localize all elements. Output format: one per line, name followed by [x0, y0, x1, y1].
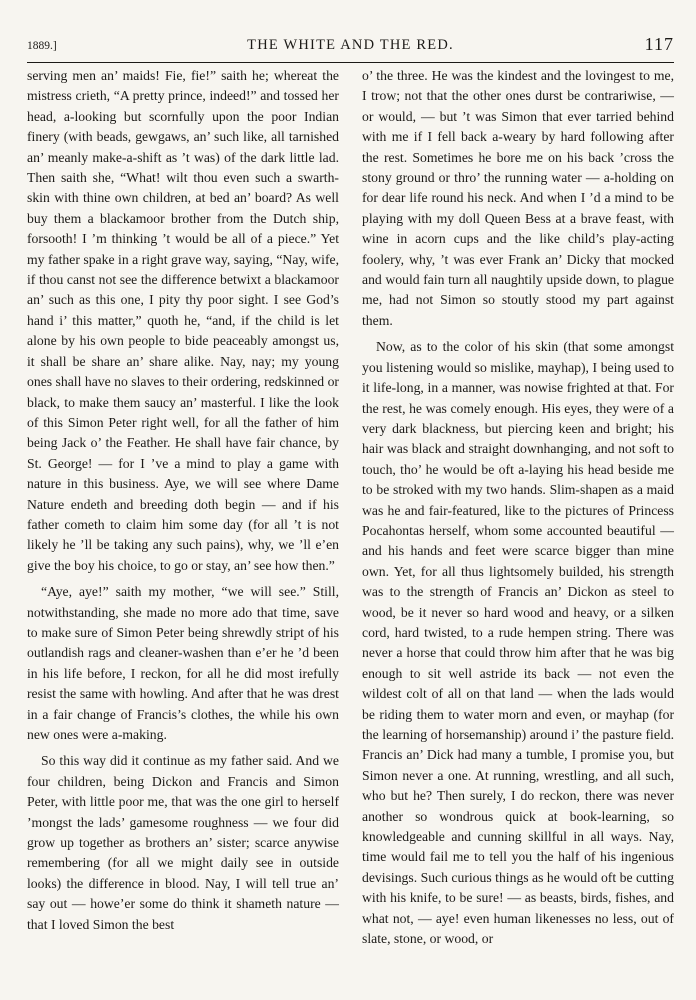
- text-columns: [27, 66, 674, 949]
- running-header: [27, 34, 674, 58]
- left-column: [27, 66, 339, 949]
- paragraph: “Aye, aye!” saith my mother, “we will see.” Still, notwithstanding, she made no more ado that time, save to make sure of Simon Peter being shrewdly stript of his outlandish rags and cleaner-washen than e’er he ’d been in his life before, I reckon, for all he did most irefully resist the same with howling. And after that he was drest in a fair change of Francis’s clothes, the while his own new ones were a-making.: [27, 584, 339, 742]
- paragraph: serving men an’ maids! Fie, fie!” saith he; whereat the mistress crieth, “A pretty prince, indeed!” and tossed her head, a-looking but scornfully upon the poor Indian finery (with beads, gewgaws, an’ such like, all tarnished an’ meanly make-a-shift as ’t was) of the dark little lad. Then saith she, “What! wilt thou even such a swarth-skin with thine own children, at bed an’ board? As well buy them a blackamoor brother from the Dutch ship, forsooth! I ’m thinking ’t would be all of a piece.” Yet my father spake in a right grave way, saying, “Nay, wife, if thou canst not see the difference betwixt a blackamoor an’ such as this one, I pity thy poor sight. I see God’s hand i’ this matter,” quoth he, “and, if the child is let alone by his own people to bide peaceably amongst us, it shall be share an’ share alike. Nay, nay; my young ones shall have no slaves to their ordering, redskinned or black, to make them saucy an’ masterful. I like the look of this Simon Peter right well, for all the father of him being Jack o’ the Feather. He shall have fair chance, by St. George! — for I ’ve a mind to play a game with nature in this business. Aye, we will see where Dame Nature endeth and breeding doth begin — and if his father cometh to claim him some day (for all ’t is not likely he ’ll be taking any such pains), why, we ’ll e’en give the boy his choice, to go or stay, an’ see how then.”: [27, 68, 339, 573]
- page-number: 117: [644, 34, 674, 54]
- header-rule: [27, 62, 674, 63]
- right-column: [362, 66, 674, 949]
- paragraph: Now, as to the color of his skin (that some amongst you listening would so mislike, mayhap), I being used to it life-long, in a manner, was nowise frighted at that. For the rest, he was comely enough. His eyes, they were of a very dark blackness, but piercing keen and bright; his hair was black and straight downhanging, and not soft to touch, tho’ he would be oft a-laying his head beside me to be stroked with my two hands. Slim-shapen as a maid was he and fair-featured, like to the pictures of Princess Pocahontas herself, whom some accounted beautiful — and his hands and feet were scarce bigger than mine own. Yet, for all thus lightsomely builded, his strength was to the strength of Francis an’ Dickon as steel to wood, be it never so hard wood and heavy, or a silken cord, hard twisted, to a rude hempen string. There was never a horse that could throw him after that he was big enough to sit well astride its back — not even the wildest colt of all on that land — when the lads would be riding them to water morn and even, or mayhap (for the learning of horsemanship) around i’ the pasture field. Francis an’ Dick had many a tumble, I promise you, but Simon never a one. At running, wrestling, and all such, who but he? Then surely, I do reckon, there was never another so wondrous quick at book-learning, so knowledgeable and cunning skillful in all ways. Nay, time would fail me to tell you the half of his ingenious devisings. Such curious things as he would oft be cutting with his knife, to be sure! — as beasts, birds, fishes, and what not, — aye! even human likenesses no less, out of slate, stone, or wood, or: [362, 339, 674, 947]
- running-title: THE WHITE AND THE RED.: [247, 37, 454, 53]
- paragraph: So this way did it continue as my father said. And we four children, being Dickon and Francis and Simon Peter, with little poor me, that was the one girl to herself ’mongst the lads’ gamesome roughness — we four did grow up together as brothers an’ sister; scarce anywise remembering (for all we might daily see in outside looks) the difference in blood. Nay, I will tell true an’ say out — howe’er some do think it shameth nature — that I loved Simon the best: [27, 753, 339, 932]
- paragraph: o’ the three. He was the kindest and the lovingest to me, I trow; not that the other ones durst be contrariwise, — or would, — but ’t was Simon that ever tarried behind with me if I fell back a-weary by hard following after the rest. Sometimes he bore me on his back ’cross the stony ground or thro’ the running water — a-holding on for dear life round his neck. And when I ’d a mind to be playing with my doll Queen Bess at a brave feast, with wine in acorn cups and the like child’s play-acting foolery, why, ’t was ever Frank an’ Dicky that mocked and would fain turn all naughtily upside down, to plague me, had not Simon so stoutly stood my part against them.: [362, 68, 674, 328]
- issue-date: 1889.]: [27, 40, 57, 52]
